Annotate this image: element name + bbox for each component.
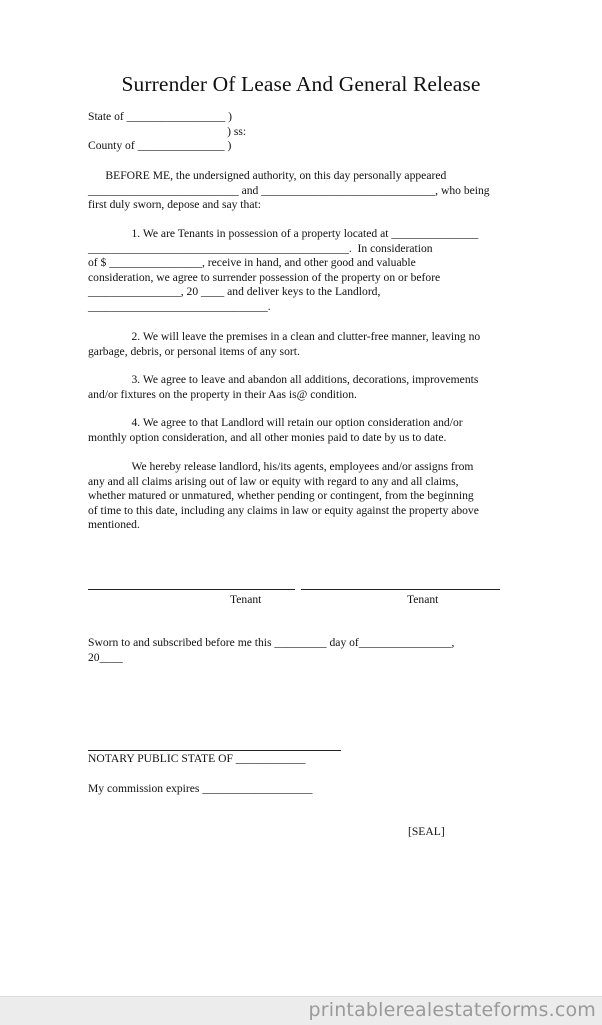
paragraph-3: 3. We agree to leave and abandon all additions, decorations, improvements and/or fixtures on the property in their Aas is@ condition. <box>88 373 479 401</box>
footer-bar <box>0 996 602 1025</box>
sworn-statement: Sworn to and subscribed before me this _________ day of________________, 20____ <box>88 636 455 664</box>
tenant-signature-line-2 <box>301 589 500 590</box>
intro-paragraph: BEFORE ME, the undersigned authority, on this day personally appeared __________________________ and ______________________________, who being first duly sworn, depose and say that: <box>88 169 490 211</box>
tenant-label-2: Tenant <box>407 593 439 606</box>
paragraph-2: 2. We will leave the premises in a clean and clutter-free manner, leaving no garbage, debris, or personal items of any sort. <box>88 330 481 358</box>
watermark-text: printablerealestateforms.com <box>308 999 596 1021</box>
seal-label: [SEAL] <box>408 825 445 838</box>
release-paragraph: We hereby release landlord, his/its agents, employees and/or assigns from any and all claims arising out of law or equity with regard to any and all claims, whether matured or unmatured, whether pending or contingent, from the beginning of time to this date, including any claims in law or equity against the property above mentioned. <box>88 460 479 531</box>
notary-signature-line <box>88 750 341 751</box>
tenant-signature-line-1 <box>88 589 295 590</box>
paragraph-1: 1. We are Tenants in possession of a property located at _______________ _____________________________________________. In consideration of $ ________________, receive in hand, and other good and valuable consideration, we agree to surrender possession of the property on or before ________________, 20 ____ and deliver keys to the Landlord, _______________________________. <box>88 227 479 313</box>
notary-label: NOTARY PUBLIC STATE OF ____________ <box>88 752 306 765</box>
tenant-label-1: Tenant <box>230 593 262 606</box>
venue-block: State of _________________ ) ) ss: County of _______________ ) <box>88 110 247 152</box>
commission-expires: My commission expires ___________________ <box>88 782 313 795</box>
paragraph-4: 4. We agree to that Landlord will retain our option consideration and/or monthly option consideration, and all other monies paid to date by us to date. <box>88 416 463 444</box>
document-title: Surrender Of Lease And General Release <box>121 72 481 96</box>
